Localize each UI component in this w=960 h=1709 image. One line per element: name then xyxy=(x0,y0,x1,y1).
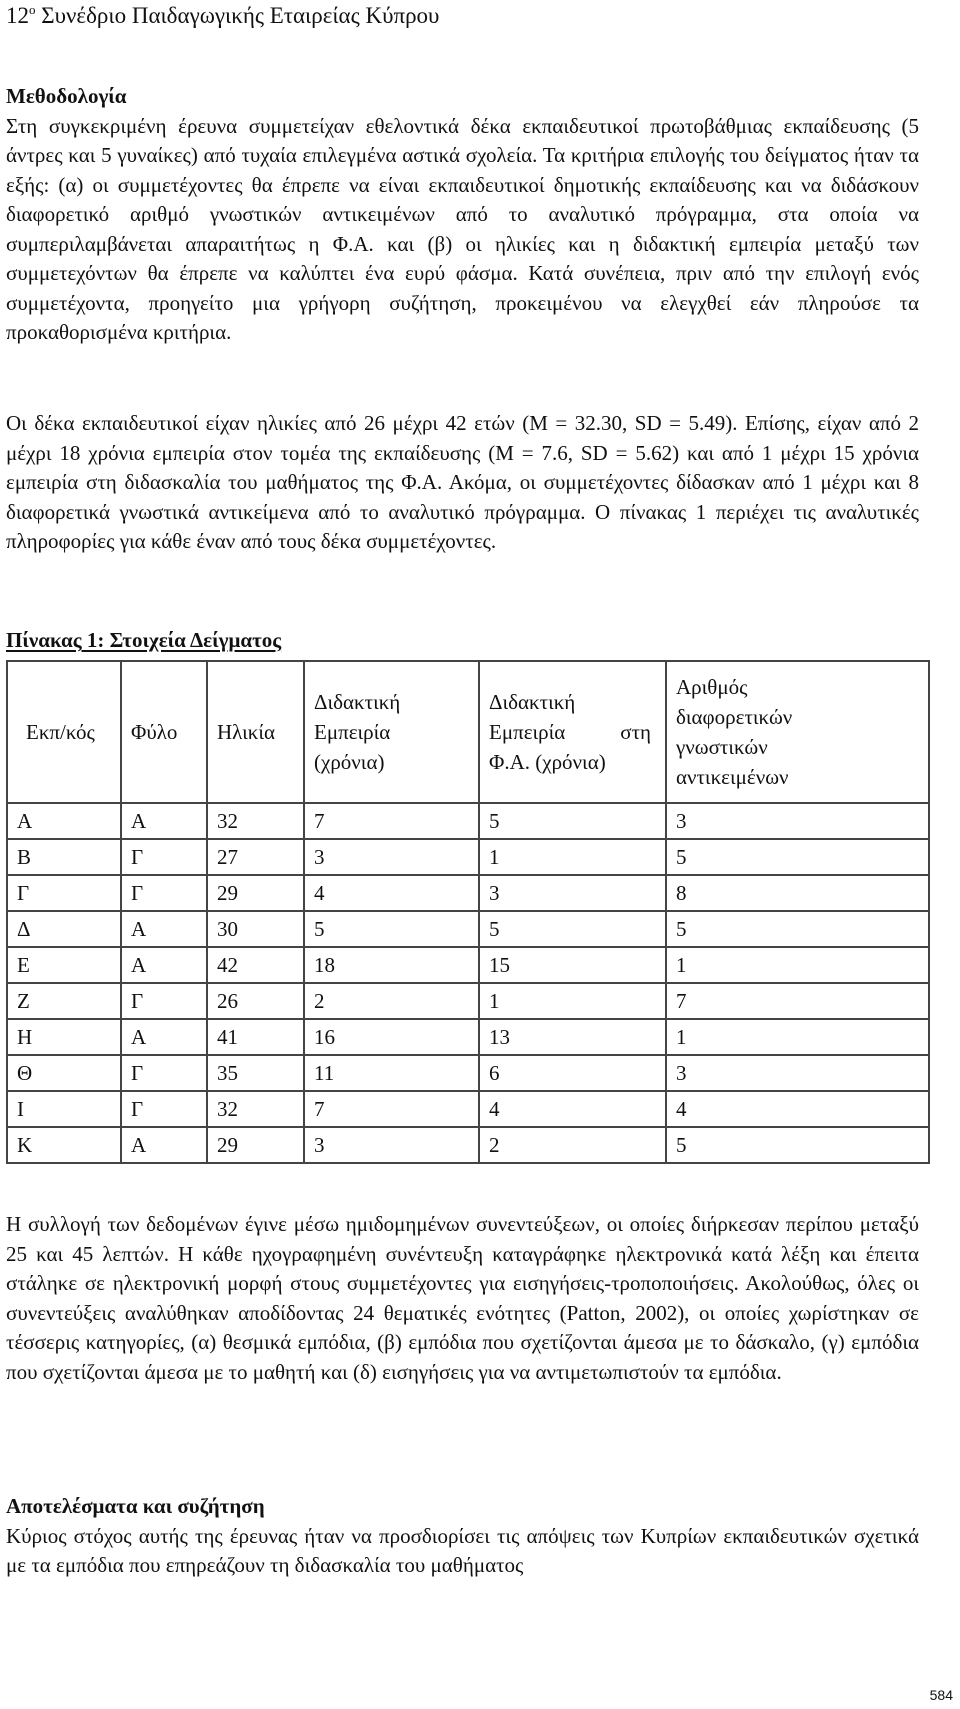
table-cell: 11 xyxy=(304,1055,479,1091)
table-row xyxy=(7,1127,929,1163)
table-cell: 7 xyxy=(304,1091,479,1127)
table-cell: 3 xyxy=(304,839,479,875)
table-row xyxy=(7,1055,929,1091)
header-subjects-count: Αριθμός διαφορετικών γνωστικών αντικειμένων xyxy=(666,661,929,803)
results-heading: Αποτελέσματα και συζήτηση xyxy=(6,1494,265,1518)
table-cell: 5 xyxy=(479,803,666,839)
running-header xyxy=(6,2,439,30)
table-row xyxy=(7,1019,929,1055)
table-cell: 5 xyxy=(666,839,929,875)
table-cell: 7 xyxy=(666,983,929,1019)
table-cell: 6 xyxy=(479,1055,666,1091)
methods-section xyxy=(6,82,919,348)
table-cell: 5 xyxy=(666,1127,929,1163)
table-caption: Πίνακας 1: Στοιχεία Δείγματος xyxy=(6,628,282,652)
table-cell: 7 xyxy=(304,803,479,839)
table-cell: 4 xyxy=(304,875,479,911)
table-cell: 32 xyxy=(207,803,304,839)
table-row xyxy=(7,911,929,947)
table-cell: 3 xyxy=(479,875,666,911)
table-cell: Α xyxy=(121,947,207,983)
methods-paragraph: Στη συγκεκριμένη έρευνα συμμετείχαν εθελοντικά δέκα εκπαιδευτικοί πρωτοβάθμιας εκπαίδευσης (5 άντρες και 5 γυναίκες) από τυχαία επιλεγμένα αστικά σχολεία. Τα κριτήρια επιλογής του δείγματος ήταν τα εξής: (α) οι συμμετέχοντες θα έπρεπε να είναι εκπαιδευτικοί δημοτικής εκπαίδευσης και να διδάσκουν διαφορετικό αριθμό γνωστικών αντικειμένων από το αναλυτικό πρόγραμμα, στα οποία να συμπεριλαμβάνεται απαραιτήτως η Φ.Α. και (β) οι ηλικίες και η διδακτική εμπειρία μεταξύ των συμμετεχόντων θα έπρεπε να καλύπτει ένα ευρύ φάσμα. Κατά συνέπεια, πριν από την επιλογή ενός συμμετέχοντα, προηγείτο μια γρήγορη συζήτηση, προκειμένου να ελεγχθεί εάν πληρούσε τα προκαθορισμένα κριτήρια. xyxy=(6,113,919,344)
table-cell: 41 xyxy=(207,1019,304,1055)
table-cell: 5 xyxy=(479,911,666,947)
header-edition: 12 xyxy=(6,3,29,28)
data-collection-paragraph: Η συλλογή των δεδομένων έγινε μέσω ημιδομημένων συνεντεύξεων, οι οποίες διήρκεσαν περίπου μεταξύ 25 και 45 λεπτών. Η κάθε ηχογραφημένη συνέντευξη καταγράφηκε ηλεκτρονικά κατά λέξη και έπειτα στάληκε σε ηλεκτρονική μορφή στους συμμετέχοντες για εισηγήσεις-τροποποιήσεις. Ακολούθως, όλες οι συνεντεύξεις αναλύθηκαν αποδίδοντας 24 θεματικές ενότητες (Patton, 2002), οι οποίες χωρίστηκαν σε τέσσερις κατηγορίες, (α) θεσμικά εμπόδια, (β) εμπόδια που σχετίζονται άμεσα με το δάσκαλο, (γ) εμπόδια που σχετίζονται άμεσα με το μαθητή και (δ) εισηγήσεις για να αντιμετωπιστούν τα εμπόδια. xyxy=(6,1212,919,1384)
table-row xyxy=(7,1091,929,1127)
table-cell: 5 xyxy=(304,911,479,947)
page-number: 584 xyxy=(929,1687,953,1703)
table-cell: Γ xyxy=(121,875,207,911)
header-age: Ηλικία xyxy=(207,661,304,803)
table-row xyxy=(7,839,929,875)
results-section xyxy=(6,1492,919,1581)
table-cell: Δ xyxy=(7,911,121,947)
table-cell: 15 xyxy=(479,947,666,983)
table-row xyxy=(7,983,929,1019)
table-cell: Ι xyxy=(7,1091,121,1127)
table-cell: 4 xyxy=(666,1091,929,1127)
sample-table xyxy=(6,660,930,1164)
table-cell: Α xyxy=(121,803,207,839)
table-cell: 3 xyxy=(304,1127,479,1163)
table-cell: Α xyxy=(7,803,121,839)
table-cell: 4 xyxy=(479,1091,666,1127)
table-cell: 5 xyxy=(666,911,929,947)
table-cell: Α xyxy=(121,911,207,947)
table-cell: 3 xyxy=(666,803,929,839)
header-title: Συνέδριο Παιδαγωγικής Εταιρείας Κύπρου xyxy=(35,3,440,28)
table-cell: 27 xyxy=(207,839,304,875)
table-cell: Γ xyxy=(7,875,121,911)
methods-heading: Μεθοδολογία xyxy=(6,84,127,108)
table-cell: Α xyxy=(121,1019,207,1055)
table-cell: Η xyxy=(7,1019,121,1055)
table-cell: Β xyxy=(7,839,121,875)
header-pe-experience: Διδακτική Εμπειρία στη Φ.Α. (χρόνια) xyxy=(479,661,666,803)
table-cell: Ζ xyxy=(7,983,121,1019)
table-cell: Γ xyxy=(121,1091,207,1127)
participants-section xyxy=(6,409,919,557)
table-cell: 1 xyxy=(666,1019,929,1055)
data-collection-section xyxy=(6,1210,919,1387)
table-cell: Α xyxy=(121,1127,207,1163)
table-cell: 26 xyxy=(207,983,304,1019)
header-superscript: ο xyxy=(29,2,36,17)
header-gender: Φύλο xyxy=(121,661,207,803)
table-cell: 29 xyxy=(207,875,304,911)
table-cell: 2 xyxy=(479,1127,666,1163)
participants-paragraph: Οι δέκα εκπαιδευτικοί είχαν ηλικίες από 26 μέχρι 42 ετών (M = 32.30, SD = 5.49). Επίσης, είχαν από 2 μέχρι 18 χρόνια εμπειρία στον τομέα της εκπαίδευσης (M = 7.6, SD = 5.62) και από 1 μέχρι 15 χρόνια εμπειρία στη διδασκαλία του μαθήματος της Φ.Α. Ακόμα, οι συμμετέχοντες δίδασκαν από 1 μέχρι και 8 διαφορετικά γνωστικά αντικείμενα από το αναλυτικό πρόγραμμα. Ο πίνακας 1 περιέχει τις αναλυτικές πληροφορίες για κάθε έναν από τους δέκα συμμετέχοντες. xyxy=(6,411,919,553)
table-cell: 1 xyxy=(479,983,666,1019)
header-teacher: Εκπ/κός xyxy=(7,661,121,803)
table-header-row xyxy=(7,661,929,803)
table-cell: 42 xyxy=(207,947,304,983)
table-cell: 1 xyxy=(666,947,929,983)
header-teaching-experience: Διδακτική Εμπειρία (χρόνια) xyxy=(304,661,479,803)
table-row xyxy=(7,947,929,983)
table-cell: 13 xyxy=(479,1019,666,1055)
table-cell: 1 xyxy=(479,839,666,875)
table-cell: 35 xyxy=(207,1055,304,1091)
table-row xyxy=(7,875,929,911)
table-cell: Γ xyxy=(121,983,207,1019)
table-row xyxy=(7,803,929,839)
table-cell: Ε xyxy=(7,947,121,983)
table-cell: Γ xyxy=(121,839,207,875)
table-cell: 3 xyxy=(666,1055,929,1091)
table-cell: 16 xyxy=(304,1019,479,1055)
table-cell: Κ xyxy=(7,1127,121,1163)
table-cell: 18 xyxy=(304,947,479,983)
table-cell: 32 xyxy=(207,1091,304,1127)
table-cell: 2 xyxy=(304,983,479,1019)
table-cell: 29 xyxy=(207,1127,304,1163)
table-cell: 8 xyxy=(666,875,929,911)
table-cell: 30 xyxy=(207,911,304,947)
table-cell: Γ xyxy=(121,1055,207,1091)
table-cell: Θ xyxy=(7,1055,121,1091)
results-paragraph: Κύριος στόχος αυτής της έρευνας ήταν να προσδιορίσει τις απόψεις των Κυπρίων εκπαιδευτικών σχετικά με τα εμπόδια που επηρεάζουν τη διδασκαλία του μαθήματος xyxy=(6,1523,919,1577)
